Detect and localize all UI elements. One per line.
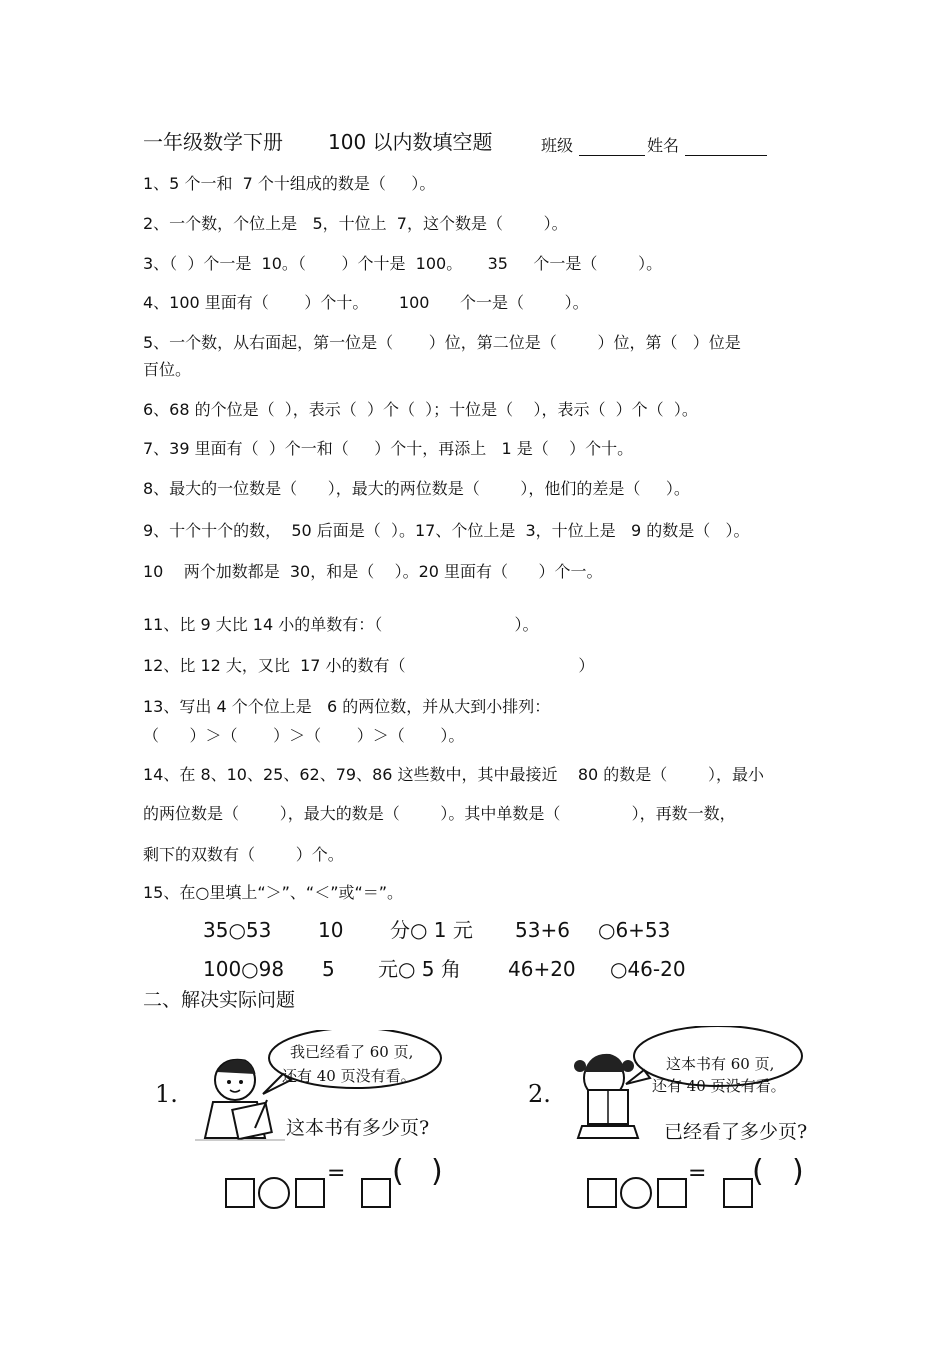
problem-2-bubble-line-1: 这本书有 60 页, [666, 1055, 775, 1073]
problem-2-question: 已经看了多少页? [664, 1121, 808, 1143]
compare-2-3a: 46+20 [508, 957, 576, 981]
page-title: 一年级数学下册 [143, 130, 283, 154]
answer-box-icon [226, 1179, 254, 1207]
problem-2-bubble-line-2: 还有 40 页没有看。 [652, 1077, 786, 1095]
question-14: 14、在 8、10、25、62、79、86 这些数中，其中最接近 80 的数是（ ），最小 [143, 765, 764, 784]
class-label: 班级 [541, 136, 574, 155]
question-10: 10 两个加数都是 30，和是（ ）。20 里面有（ ）个一。 [143, 562, 603, 581]
problem-1-paren-close: ) [431, 1154, 443, 1189]
compare-1-2a: 10 [318, 918, 344, 942]
question-12: 12、比 12 大，又比 17 小的数有（ ） [143, 656, 595, 675]
compare-1-1: 35○53 [203, 918, 272, 942]
problem-2-equals: = [688, 1161, 707, 1186]
answer-box-icon [658, 1179, 686, 1207]
class-field[interactable] [579, 137, 645, 156]
question-13-answer-row: （ ）＞（ ）＞（ ）＞（ ）。 [143, 726, 465, 745]
compare-2-1: 100○98 [203, 957, 285, 981]
compare-2-3b: ○46-20 [610, 957, 686, 981]
problem-1-paren-open: ( [392, 1154, 404, 1189]
question-15: 15、在○里填上“＞”、“＜”或“＝”。 [143, 883, 404, 902]
question-14-cont2: 剩下的双数有（ ）个。 [143, 845, 344, 864]
problem-1-equals: = [327, 1161, 346, 1186]
question-14-cont: 的两位数是（ ），最大的数是（ ）。其中单数是（ ），再数一数， [143, 804, 736, 823]
answer-box-icon [724, 1179, 752, 1207]
question-11: 11、比 9 大比 14 小的单数有：（ ）。 [143, 615, 539, 634]
problem-2-number: 2. [528, 1080, 551, 1108]
problem-2-paren-close: ) [792, 1154, 804, 1189]
problem-2-paren-open: ( [752, 1154, 764, 1189]
compare-1-2b: 分○ 1 元 [390, 918, 473, 942]
answer-box-icon [588, 1179, 616, 1207]
compare-2-2a: 5 [322, 957, 335, 981]
question-13: 13、写出 4 个个位上是 6 的两位数，并从大到小排列： [143, 697, 551, 716]
section-2-title: 二、解决实际问题 [143, 989, 296, 1011]
compare-1-3b: ○6+53 [598, 918, 671, 942]
operator-circle-icon [621, 1178, 651, 1208]
question-8: 8、最大的一位数是（ ），最大的两位数是（ ），他们的差是（ ）。 [143, 479, 690, 498]
question-1: 1、5 个一和 7 个十组成的数是（ ）。 [143, 174, 436, 193]
compare-1-3a: 53+6 [515, 918, 570, 942]
problem-1-bubble-line-1: 我已经看了 60 页, [290, 1043, 414, 1061]
question-9: 9、十个十个的数， 50 后面是（ ）。17、个位上是 3，十位上是 9 的数是（ ）。 [143, 521, 750, 540]
name-label: 姓名 [647, 136, 680, 155]
page-subtitle: 100 以内数填空题 [328, 130, 493, 154]
question-3: 3、（ ）个一是 10。（ ）个十是 100。 35 个一是（ ）。 [143, 254, 663, 273]
problem-1-bubble-line-2: 还有 40 页没有看。 [282, 1067, 416, 1085]
question-7: 7、39 里面有（ ）个一和（ ）个十，再添上 1 是（ ）个十。 [143, 439, 634, 458]
question-4: 4、100 里面有（ ）个十。 100 个一是（ ）。 [143, 293, 589, 312]
question-6: 6、68 的个位是（ ），表示（ ）个（ ）；十位是（ ），表示（ ）个（ ）。 [143, 400, 698, 419]
name-field[interactable] [685, 137, 767, 156]
problem-1-number: 1. [155, 1080, 178, 1108]
answer-box-icon [362, 1179, 390, 1207]
question-5-cont: 百位。 [143, 360, 192, 379]
answer-box-icon [296, 1179, 324, 1207]
problem-1-question: 这本书有多少页? [286, 1117, 430, 1139]
question-5: 5、一个数，从右面起，第一位是（ ）位，第二位是（ ）位，第（ ）位是 [143, 333, 741, 352]
compare-2-2b: 元○ 5 角 [378, 957, 461, 981]
operator-circle-icon [259, 1178, 289, 1208]
question-2: 2、一个数，个位上是 5，十位上 7，这个数是（ ）。 [143, 214, 568, 233]
